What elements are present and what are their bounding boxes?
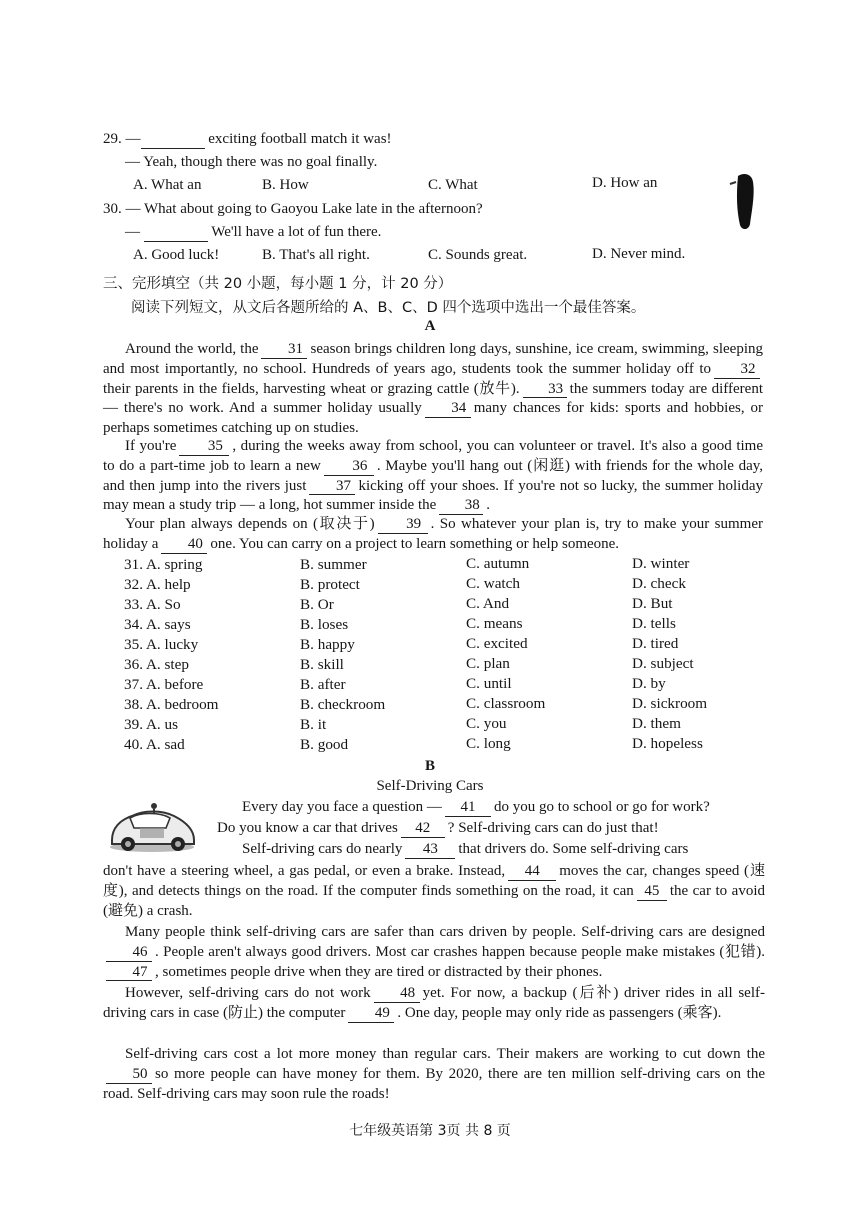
option-38-c: C. classroom [466,695,546,712]
blank-49: 49 [348,1006,394,1023]
option-34-a: 34. A. says [124,616,191,633]
q30-option-c: C. Sounds great. [428,247,528,263]
blank-37: 37 [309,479,355,496]
blank-50: 50 [106,1067,152,1084]
blank-36: 36 [324,459,374,476]
passage-b-l3-text-1: Self-driving cars do nearly [242,841,403,857]
option-37-d: D. by [632,675,666,692]
option-39-a: 39. A. us [124,716,179,733]
passage-b-paragraph-2 [103,923,765,982]
option-38-a: 38. A. bedroom [124,696,219,713]
blank-33: 33 [523,382,567,399]
page-footer: 七年级英语第 3页 共 8 页 [349,1123,511,1139]
blank-34: 34 [425,401,471,418]
blank-44: 44 [508,864,556,881]
passage-a-p2-text-3: . Maybe you'll hang out (闲逛) with friends for the whole day, and then jump into the rivers just [103,457,764,494]
q30-line [103,201,483,218]
passage-a-p1-text-5: many chances for kids: sports and hobbies, or perhaps sometimes catching up on studies. [103,400,764,437]
blank-39: 39 [378,517,428,534]
option-38-d: D. sickroom [632,695,708,712]
blank-32: 32 [714,362,760,379]
option-33-a: 33. A. So [124,596,181,613]
passage-a-p2-text-5: . [486,497,491,514]
passage-a-p1-text-1: Around the world, the [125,341,259,357]
blank-48: 48 [374,986,420,1003]
passage-b-p4-text-1: Self-driving cars cost a lot more money than regular cars. Their makers are working to cut down the [125,1046,765,1062]
passage-b-p3-text-3: . One day, people may only ride as passengers (乘客). [397,1004,722,1021]
option-40-c: C. long [466,735,511,752]
option-32-b: B. protect [300,576,360,593]
passage-b-paragraph-4 [103,1045,765,1104]
car-icon [104,800,200,854]
passage-a-p1-text-3: their parents in the fields, harvesting wheat or grazing cattle (放牛). [103,380,520,397]
passage-b-title: Self-Driving Cars [376,778,484,794]
passage-a-p3-text-3: one. You can carry on a project to learn something or help someone. [210,535,620,552]
option-38-b: B. checkroom [300,696,386,713]
q30-reply-prefix: — [125,224,140,240]
q30-reply-line [125,224,381,242]
passage-a-p1-text-4: the summers today are different — there's no work. And a summer holiday usually [103,380,764,417]
passage-a-label: A [424,318,436,334]
option-37-c: C. until [466,675,512,692]
passage-a-p1-text-2: season brings children long days, sunshine, ice cream, swimming, sleeping and most importantly, no school. Hundreds of years ago, students took the summer holiday off to [103,341,763,377]
option-35-b: B. happy [300,636,355,653]
passage-b-l2-text-2: ? Self-driving cars can do just that! [447,820,659,836]
option-39-b: B. it [300,716,327,733]
ink-mark-icon [722,170,762,232]
passage-b-line-3 [242,841,688,859]
passage-b-paragraph-3 [103,984,765,1024]
passage-b-p4-text-2: so more people can have money for them. By 2020, there are ten million self-driving cars on the road. Self-driving cars may soon rule the roads! [103,1065,765,1102]
option-40-a: 40. A. sad [124,736,185,753]
q29-reply: — Yeah, though there was no goal finally. [125,154,378,170]
q29-option-c: C. What [428,177,478,193]
passage-a-p2-text-1: If you're [125,438,177,454]
passage-a-paragraph-3 [103,515,763,555]
passage-b-l3-text-2: that drivers do. Some self-driving cars [458,841,689,857]
passage-b-p2-text-2: . People aren't always good drivers. Most car crashes happen because people make mistakes (犯错). [155,943,765,960]
passage-b-l1-text-2: do you go to school or go for work? [493,799,710,815]
option-39-d: D. them [632,715,681,732]
option-32-a: 32. A. help [124,576,191,593]
q30-reply: We'll have a lot of fun there. [211,224,382,240]
option-32-d: D. check [632,575,686,592]
option-31-b: B. summer [300,556,367,573]
option-33-d: D. But [632,595,673,612]
passage-b-p3-text-1: However, self-driving cars do not work [125,985,371,1001]
q30-option-d: D. Never mind. [592,246,686,262]
option-40-b: B. good [300,736,349,753]
option-37-b: B. after [300,676,346,693]
passage-b-label: B [424,758,435,774]
option-34-d: D. tells [632,615,676,632]
q29-number: 29. — [103,131,141,147]
blank-31: 31 [261,342,307,359]
passage-b-p3-text-2: yet. For now, a backup (后补) driver rides in all self-driving cars in case (防止) the computer [103,985,765,1021]
passage-b-line-2 [217,820,659,838]
option-39-c: C. you [466,715,507,732]
q29-blank [141,132,205,149]
q30-option-a: A. Good luck! [133,247,220,263]
passage-a-p2-text-2: , during the weeks away from school, you can volunteer or travel. It's also a good time to do a part-time job to learn a new [103,438,763,474]
blank-35: 35 [179,439,229,456]
q29-option-b: B. How [262,177,309,193]
blank-46: 46 [106,945,152,962]
passage-b-p1-text-1: don't have a steering wheel, a gas pedal, or even a brake. Instead, [103,863,506,879]
passage-a-p2-text-4: kicking off your shoes. If you're not so lucky, the summer holiday may mean a study trip — a long, hot summer inside the [103,477,763,514]
q29-option-a: A. What an [133,177,202,193]
option-31-d: D. winter [632,555,690,572]
passage-b-l2-text-1: Do you know a car that drives [217,820,398,836]
option-34-b: B. loses [300,616,349,633]
passage-b-p2-text-3: , sometimes people drive when they are tired or distracted by their phones. [155,963,603,980]
option-32-c: C. watch [466,575,520,592]
passage-a-p3-text-2: . So whatever your plan is, try to make your summer holiday a [103,516,763,552]
passage-b-l1-text-1: Every day you face a question — [242,799,442,815]
blank-43: 43 [405,842,455,859]
option-40-d: D. hopeless [632,735,703,752]
passage-b-p1-text-2: moves the car, changes speed (速度), and detects things on the road. If the computer finds something on the road, it can [103,863,765,899]
option-31-c: C. autumn [466,555,530,572]
q30-option-b: B. That's all right. [262,247,370,263]
option-33-b: B. Or [300,596,334,613]
q29-prompt: exciting football match it was! [208,131,392,147]
blank-47: 47 [106,965,152,982]
option-34-c: C. means [466,615,523,632]
q29-option-d: D. How an [592,175,658,191]
q30-prompt: What about going to Gaoyou Lake late in the afternoon? [143,201,483,217]
q30-number: 30. — [103,201,141,217]
blank-42: 42 [401,821,445,838]
option-33-c: C. And [466,595,510,612]
passage-a-paragraph-1 [103,340,763,439]
option-36-c: C. plan [466,655,510,672]
blank-40: 40 [161,537,207,554]
blank-41: 41 [445,800,491,817]
option-36-b: B. skill [300,656,344,673]
option-35-a: 35. A. lucky [124,636,199,653]
section3-instruction: 阅读下列短文，从文后各题所给的 A、B、C、D 四个选项中选出一个最佳答案。 [131,300,646,316]
section3-title: 三、完形填空（共 20 小题，每小题 1 分，计 20 分） [103,276,453,292]
passage-a-p3-text-1: Your plan always depends on (取决于) [125,516,375,532]
option-35-c: C. excited [466,635,528,652]
passage-a-paragraph-2 [103,437,763,516]
blank-45: 45 [637,884,667,901]
option-36-a: 36. A. step [124,656,189,673]
q29-line [103,131,392,149]
passage-b-p2-text-1: Many people think self-driving cars are safer than cars driven by people. Self-driving cars are designed [125,924,765,940]
blank-38: 38 [439,498,483,515]
q30-blank [144,225,208,242]
passage-b-p1-text-3: the car to avoid (避免) a crash. [103,882,765,919]
option-35-d: D. tired [632,635,679,652]
passage-b-line-1 [242,799,710,817]
option-36-d: D. subject [632,655,694,672]
option-37-a: 37. A. before [124,676,204,693]
passage-b-paragraph-1 [103,862,765,921]
option-31-a: 31. A. spring [124,556,203,573]
